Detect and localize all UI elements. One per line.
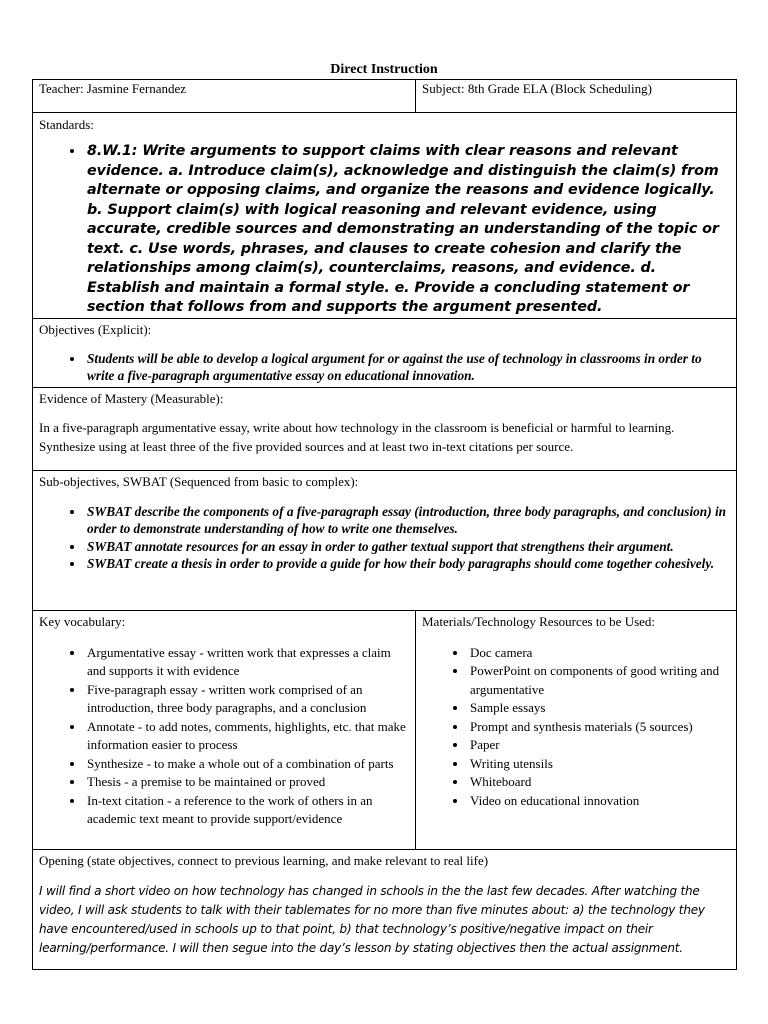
objectives-list: [39, 350, 730, 385]
standard-item: • 8.W.1: Write arguments to support claims with clear reasons and relevant evidence. a. Introduce claim(s), acknowledge and distinguish the claim(s) from alternate or opposing claims, and organize the reasons and evidence logically. b. Support claim(s) with logical reasoning and relevant evidence, using accurate, credible sources and demonstrating an understanding of the topic or text. c. Use words, phrases, and clauses to create cohesion and clarify the relationships among claim(s), counterclaims, reasons, and evidence. d. Establish and maintain a formal style. e. Provide a concluding statement or section that follows from and supports the argument presented.: [85, 142, 730, 318]
vocab-item: • Argumentative essay - written work that expresses a claim and supports it with evidence: [85, 644, 409, 681]
mastery-cell: [33, 387, 737, 470]
subject-field: Subject: 8th Grade ELA (Block Scheduling): [422, 81, 652, 96]
subobjectives-label: Sub-objectives, SWBAT (Sequenced from basic to complex):: [39, 473, 359, 489]
material-item: • Video on educational innovation: [468, 792, 730, 811]
materials-cell: [416, 610, 737, 849]
subobjective-item: • SWBAT describe the components of a five-paragraph essay (introduction, three body paragraphs, and conclusion) in order to demonstrate understanding of how to write one themselves.: [85, 503, 730, 538]
standards-label: Standards:: [39, 117, 94, 132]
subobjective-item: • SWBAT annotate resources for an essay in order to gather textual support that strengthens their argument.: [85, 538, 730, 556]
subobjectives-row: [33, 470, 737, 610]
lesson-plan-table: [32, 79, 737, 970]
opening-cell: [33, 849, 737, 969]
mastery-label: Evidence of Mastery (Measurable):: [39, 390, 224, 406]
vocab-item: • In-text citation - a reference to the work of others in an academic text meant to provide support/evidence: [85, 792, 409, 829]
opening-row: [33, 849, 737, 969]
objective-item: • Students will be able to develop a logical argument for or against the use of technology in classrooms in order to write a five-paragraph argumentative essay on educational innovation.: [85, 350, 730, 385]
vocab-item: • Five-paragraph essay - written work comprised of an introduction, three body paragraphs, and a conclusion: [85, 681, 409, 718]
opening-text: I will find a short video on how technology has changed in schools in the the last few decades. After watching the video, I will ask students to talk with their tablemates for no more than five minutes about: a) the technology they have encountered/used in schools up to that point, b) that technology’s positive/negative impact on their learning/performance. I will then segue into the day’s lesson by stating objectives then the actual assignment.: [39, 883, 705, 955]
vocab-item: • Synthesize - to make a whole out of a combination of parts: [85, 755, 409, 774]
objectives-label: Objectives (Explicit):: [39, 321, 152, 337]
material-item: • Whiteboard: [468, 773, 730, 792]
objectives-row: [33, 318, 737, 387]
document-title: Direct Instruction: [330, 62, 438, 77]
vocab-item: • Thesis - a premise to be maintained or proved: [85, 773, 409, 792]
vocab-materials-row: [33, 610, 737, 849]
teacher-field: Teacher: Jasmine Fernandez: [39, 81, 187, 96]
mastery-row: [33, 387, 737, 470]
teacher-cell: [33, 80, 416, 113]
opening-label: Opening (state objectives, connect to previous learning, and make relevant to real life): [39, 852, 489, 868]
material-item: • Paper: [468, 736, 730, 755]
objectives-cell: [33, 318, 737, 387]
standards-list: [39, 142, 730, 318]
material-item: • Writing utensils: [468, 755, 730, 774]
subobjectives-cell: [33, 470, 737, 610]
header-row: [33, 80, 737, 113]
material-item: • Prompt and synthesis materials (5 sources): [468, 718, 730, 737]
subject-cell: [416, 80, 737, 113]
vocabulary-list: [39, 644, 409, 829]
subobjectives-list: [39, 503, 730, 573]
standards-cell: [33, 113, 737, 319]
material-item: • Doc camera: [468, 644, 730, 663]
materials-label: Materials/Technology Resources to be Used:: [422, 613, 656, 629]
standards-row: [33, 113, 737, 319]
vocab-item: • Annotate - to add notes, comments, highlights, etc. that make information easier to process: [85, 718, 409, 755]
vocabulary-label: Key vocabulary:: [39, 613, 126, 629]
material-item: • PowerPoint on components of good writing and argumentative: [468, 662, 730, 699]
vocabulary-cell: [33, 610, 416, 849]
mastery-text: In a five-paragraph argumentative essay, write about how technology in the classroom is beneficial or harmful to learning. Synthesize using at least three of the five provided sources and at least two in-text citations per source.: [39, 419, 675, 454]
subobjective-item: • SWBAT create a thesis in order to provide a guide for how their body paragraphs should come together cohesively.: [85, 555, 730, 573]
material-item: • Sample essays: [468, 699, 730, 718]
materials-list: [422, 644, 730, 811]
